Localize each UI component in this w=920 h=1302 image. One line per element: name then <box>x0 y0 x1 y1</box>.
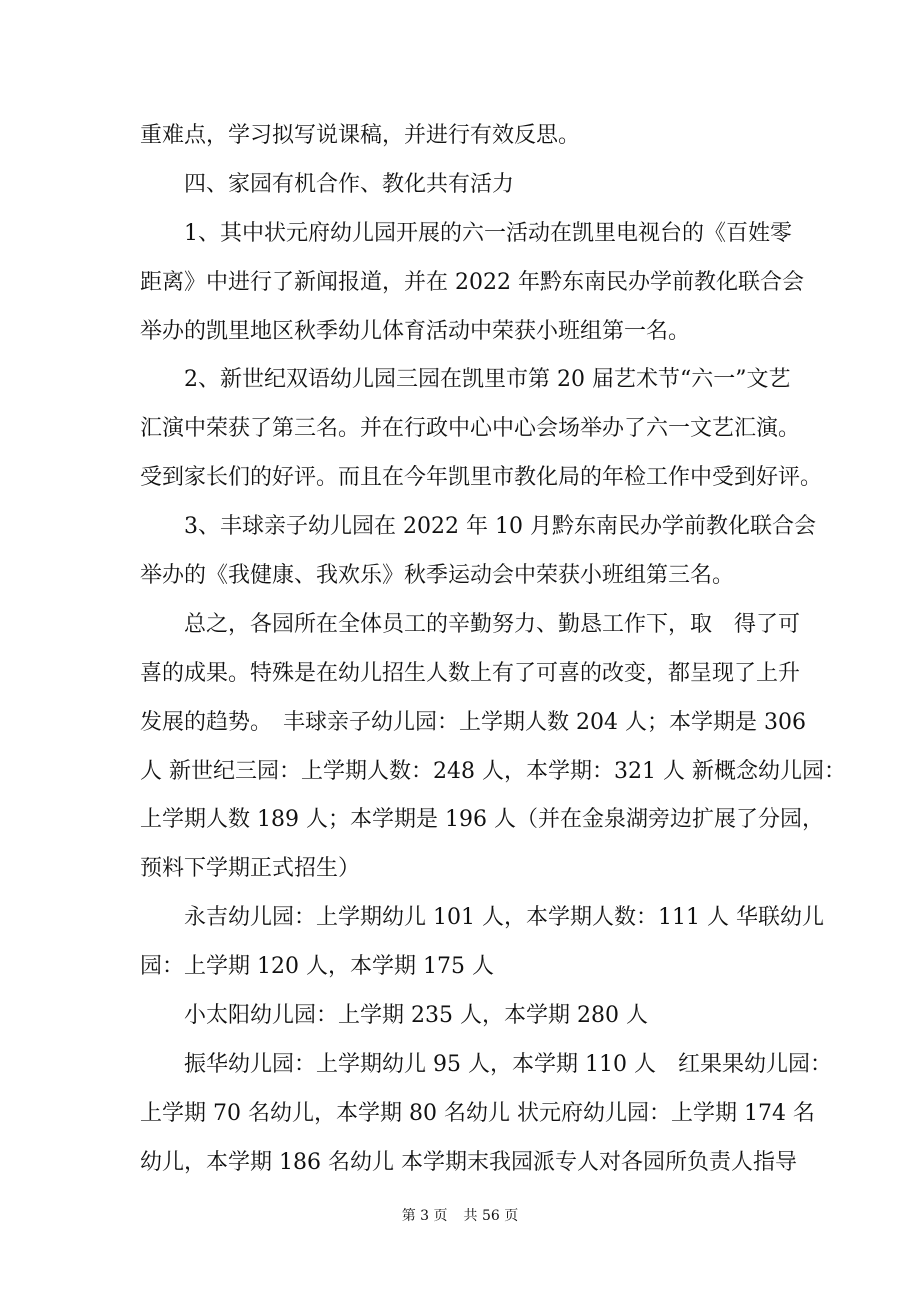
text-line: 园：上学期 120 人，本学期 175 人 <box>140 954 494 980</box>
text-line: 3、丰球亲子幼儿园在 2022 年 10 月黔东南民办学前教化联合会 <box>184 514 816 540</box>
text-line: 预料下学期正式招生） <box>140 856 361 882</box>
document-body <box>140 112 846 1188</box>
text-line: 喜的成果。特殊是在幼儿招生人数上有了可喜的改变，都呈现了上升 <box>140 660 801 686</box>
text-line: 1、其中状元府幼儿园开展的六一活动在凯里电视台的《百姓零 <box>184 220 792 246</box>
text-line: 受到家长们的好评。而且在今年凯里市教化局的年检工作中受到好评。 <box>140 465 823 491</box>
text-line: 发展的趋势。 丰球亲子幼儿园：上学期人数 204 人；本学期是 306 <box>140 709 806 735</box>
text-line: 小太阳幼儿园：上学期 235 人，本学期 280 人 <box>184 1003 648 1029</box>
text-line: 上学期人数 189 人；本学期是 196 人（并在金泉湖旁边扩展了分园， <box>140 807 824 833</box>
page-footer <box>0 1205 920 1225</box>
text-line: 举办的《我健康、我欢乐》秋季运动会中荣获小班组第三名。 <box>140 563 735 589</box>
text-line: 总之，各园所在全体员工的辛勤努力、勤恳工作下，取 得了可 <box>184 611 801 637</box>
text-line: 重难点，学习拟写说课稿，并进行有效反思。 <box>140 123 581 148</box>
text-line: 2、新世纪双语幼儿园三园在凯里市第 20 届艺术节“六一”文艺 <box>184 367 791 393</box>
text-line: 人 新世纪三园：上学期人数：248 人，本学期：321 人 新概念幼儿园： <box>140 758 846 784</box>
text-line: 幼儿，本学期 186 名幼儿 本学期末我园派专人对各园所负责人指导 <box>140 1149 797 1175</box>
text-line: 上学期 70 名幼儿，本学期 80 名幼儿 状元府幼儿园：上学期 174 名 <box>140 1100 815 1126</box>
text-line: 永吉幼儿园：上学期幼儿 101 人，本学期人数：111 人 华联幼儿 <box>184 905 824 931</box>
text-line: 举办的凯里地区秋季幼儿体育活动中荣获小班组第一名。 <box>140 318 691 344</box>
page-number: 第 3 页 <box>401 1208 448 1224</box>
page-total: 共 56 页 <box>463 1208 519 1224</box>
text-line: 振华幼儿园：上学期幼儿 95 人，本学期 110 人 红果果幼儿园： <box>184 1051 832 1077</box>
text-line: 汇演中荣获了第三名。并在行政中心中心会场举办了六一文艺汇演。 <box>140 416 801 442</box>
text-line: 距离》中进行了新闻报道，并在 2022 年黔东南民办学前教化联合会 <box>140 269 804 295</box>
section-heading: 四、家园有机合作、教化共有活力 <box>184 171 515 197</box>
